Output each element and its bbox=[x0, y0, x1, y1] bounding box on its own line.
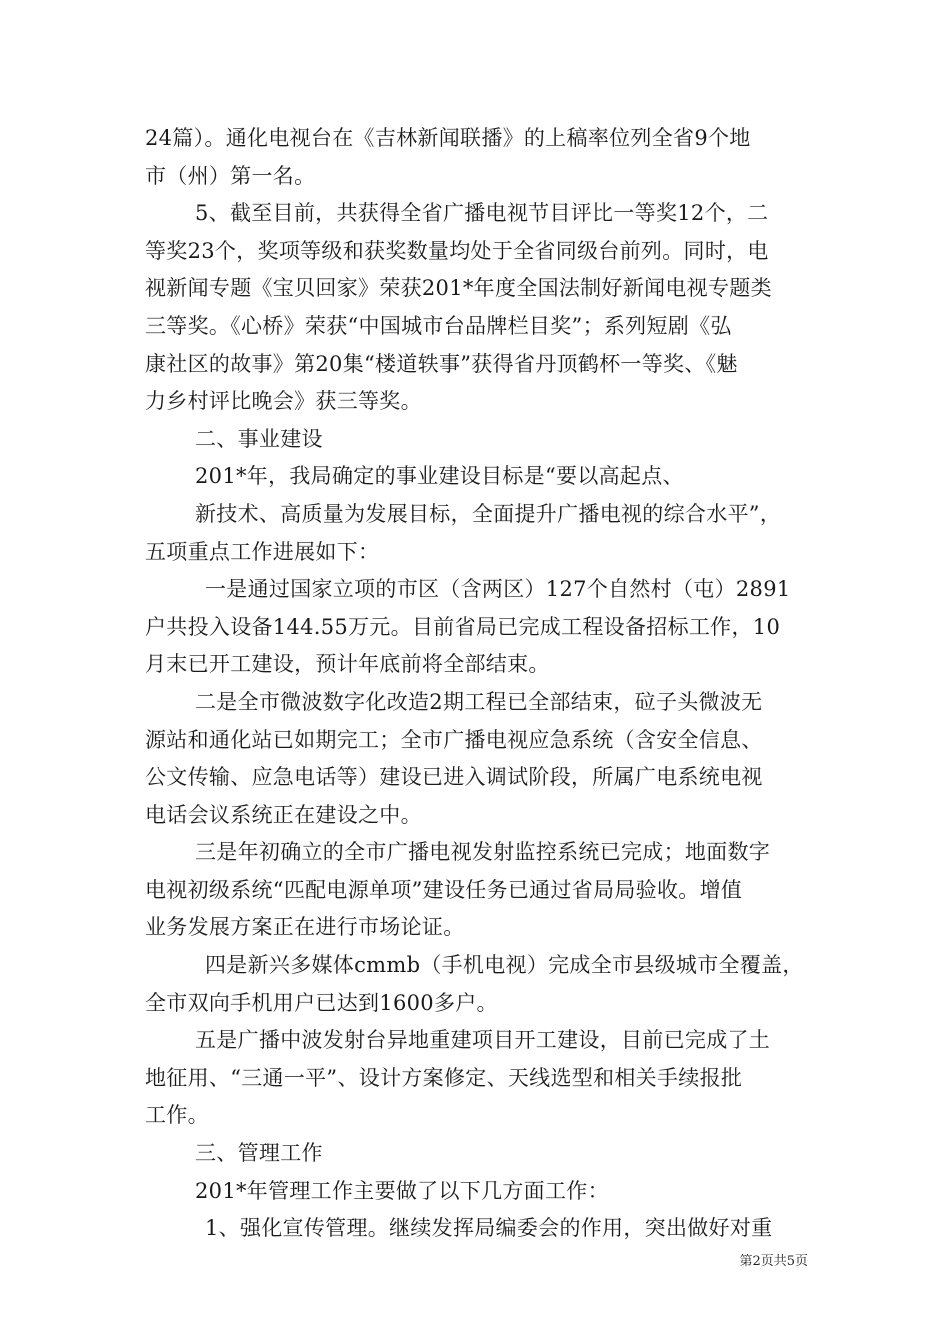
body-line: 视新闻专题《宝贝回家》荣获201*年度全国法制好新闻电视专题类 bbox=[145, 276, 772, 301]
body-line: 月末已开工建设，预计年底前将全部结束。 bbox=[145, 652, 550, 677]
body-line: 工作。 bbox=[145, 1103, 209, 1128]
section-heading: 二、事业建设 bbox=[195, 426, 323, 451]
body-line: 二是全市微波数字化改造2期工程已全部结束，砬子头微波无 bbox=[195, 689, 763, 714]
body-line: 地征用、“三通一平”、设计方案修定、天线选型和相关手续报批 bbox=[145, 1065, 743, 1090]
body-line: 五项重点工作进展如下： bbox=[145, 539, 380, 564]
body-line: 源站和通化站已如期完工；全市广播电视应急系统（含安全信息、 bbox=[145, 727, 763, 752]
body-line: 1、强化宣传管理。继续发挥局编委会的作用，突出做好对重 bbox=[205, 1216, 773, 1241]
body-line: 一是通过国家立项的市区（含两区）127个自然村（屯）2891 bbox=[205, 577, 791, 602]
body-line: 新技术、高质量为发展目标，全面提升广播电视的综合水平”， bbox=[195, 501, 782, 526]
body-line: 201*年管理工作主要做了以下几方面工作： bbox=[195, 1178, 609, 1203]
body-line: 电视初级系统“匹配电源单项”建设任务已通过省局局验收。增值 bbox=[145, 877, 743, 902]
body-line: 三等奖。《心桥》荣获“中国城市台品牌栏目奖”；系列短剧《弘 bbox=[145, 313, 732, 338]
body-line: 公文传输、应急电话等）建设已进入调试阶段，所属广电系统电视 bbox=[145, 765, 763, 790]
body-line: 三是年初确立的全市广播电视发射监控系统已完成；地面数字 bbox=[195, 840, 771, 865]
section-heading: 三、管理工作 bbox=[195, 1141, 323, 1166]
body-line: 力乡村评比晚会》获三等奖。 bbox=[145, 389, 422, 414]
body-line: 全市双向手机用户已达到1600多户。 bbox=[145, 990, 498, 1015]
page-number: 第2页共5页 bbox=[739, 1254, 808, 1269]
body-line: 等奖23个，奖项等级和获奖数量均处于全省同级台前列。同时，电 bbox=[145, 238, 769, 263]
body-line: 业务发展方案正在进行市场论证。 bbox=[145, 915, 465, 940]
body-line: 5、截至目前，共获得全省广播电视节目评比一等奖12个，二 bbox=[195, 201, 769, 226]
body-line: 四是新兴多媒体cmmb（手机电视）完成全市县级城市全覆盖， bbox=[205, 953, 804, 978]
body-line: 市（州）第一名。 bbox=[145, 163, 316, 188]
body-line: 201*年，我局确定的事业建设目标是“要以高起点、 bbox=[195, 464, 684, 489]
body-line: 24篇）。通化电视台在《吉林新闻联播》的上稿率位列全省9个地 bbox=[145, 126, 751, 150]
body-line: 五是广播中波发射台异地重建项目开工建设，目前已完成了土 bbox=[195, 1028, 771, 1053]
body-line: 康社区的故事》第20集“楼道轶事”获得省丹顶鹤杯一等奖、《魅 bbox=[145, 351, 738, 376]
body-line: 户共投入设备144.55万元。目前省局已完成工程设备招标工作，10 bbox=[145, 614, 781, 639]
body-line: 电话会议系统正在建设之中。 bbox=[145, 802, 422, 827]
document-body bbox=[145, 120, 825, 1248]
